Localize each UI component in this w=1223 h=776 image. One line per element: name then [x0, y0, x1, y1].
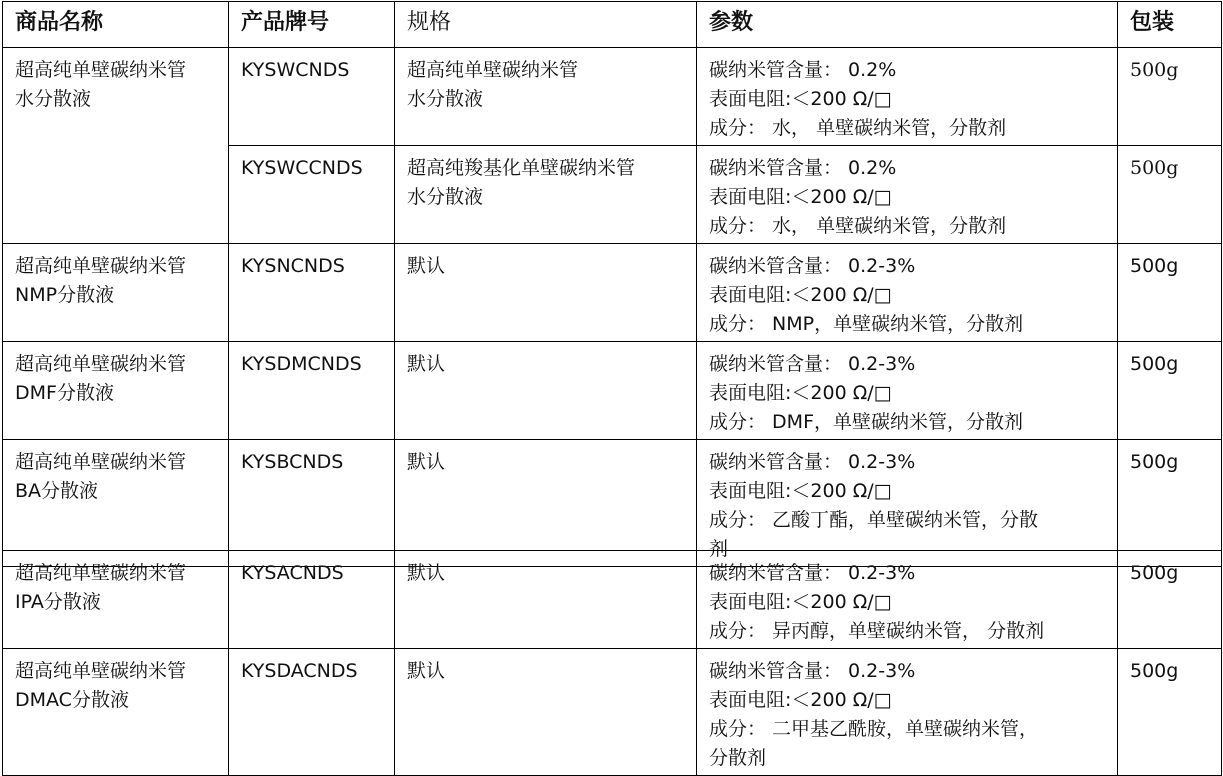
cell-params: [697, 342, 1118, 440]
param-line: 成分： 二甲基乙酰胺，单壁碳纳米管，: [709, 718, 1039, 740]
name-line: 超高纯单壁碳纳米管: [15, 660, 187, 682]
param-line: 表面电阻:＜200 Ω/□: [709, 382, 892, 404]
cell-spec: 默认: [395, 551, 697, 649]
param-line: 成分： NMP，单壁碳纳米管，分散剂: [709, 313, 1024, 335]
table-header-row: [3, 2, 1222, 48]
table-row: [3, 48, 1222, 146]
spec-line: 水分散液: [407, 88, 484, 110]
product-table-part-1: [2, 1, 1222, 567]
param-line: 碳纳米管含量： 0.2%: [709, 59, 897, 81]
spec-line: 超高纯羧基化单壁碳纳米管: [407, 157, 636, 179]
cell-product-code: KYSNCNDS: [229, 244, 395, 342]
name-line: 超高纯单壁碳纳米管: [15, 255, 187, 277]
cell-spec: [395, 48, 697, 146]
header-pack: 包装: [1118, 2, 1222, 48]
cell-pack: 500g: [1118, 342, 1222, 440]
param-line: 表面电阻:＜200 Ω/□: [709, 480, 892, 502]
name-line: 超高纯单壁碳纳米管: [15, 451, 187, 473]
spec-line: 超高纯单壁碳纳米管: [407, 59, 579, 81]
param-line: 碳纳米管含量： 0.2-3%: [709, 451, 916, 473]
cell-product-code: KYSBCNDS: [229, 440, 395, 567]
param-line: 成分： 异丙醇，单壁碳纳米管， 分散剂: [709, 620, 1045, 642]
cell-pack: 500g: [1118, 146, 1222, 244]
table-row: [3, 342, 1222, 440]
cell-spec: 默认: [395, 649, 697, 776]
cell-product-name: [3, 48, 229, 244]
cell-pack: 500g: [1118, 649, 1222, 776]
table-row: [3, 649, 1222, 776]
cell-product-name: [3, 440, 229, 567]
table-row: [3, 551, 1222, 649]
header-product-code: 产品牌号: [229, 2, 395, 48]
name-line: DMAC分散液: [15, 689, 129, 711]
param-line: 表面电阻:＜200 Ω/□: [709, 186, 892, 208]
param-line: 碳纳米管含量： 0.2-3%: [709, 255, 916, 277]
table-row: [3, 244, 1222, 342]
name-line: DMF分散液: [15, 382, 114, 404]
cell-spec: 默认: [395, 440, 697, 567]
cell-spec: 默认: [395, 342, 697, 440]
cell-product-name: [3, 342, 229, 440]
spec-line: 水分散液: [407, 186, 484, 208]
cell-product-name: [3, 649, 229, 776]
param-line: 成分： 乙酸丁酯，单壁碳纳米管，分散: [709, 509, 1039, 531]
cell-params: [697, 551, 1118, 649]
param-line: 表面电阻:＜200 Ω/□: [709, 591, 892, 613]
cell-product-code: KYSWCNDS: [229, 48, 395, 146]
name-line: 超高纯单壁碳纳米管: [15, 562, 187, 584]
header-spec: 规格: [395, 2, 697, 48]
param-line: 表面电阻:＜200 Ω/□: [709, 284, 892, 306]
header-params: 参数: [697, 2, 1118, 48]
cell-spec: 默认: [395, 244, 697, 342]
cell-product-name: [3, 551, 229, 649]
param-line: 表面电阻:＜200 Ω/□: [709, 88, 892, 110]
name-line: 超高纯单壁碳纳米管: [15, 353, 187, 375]
cell-pack: 500g: [1118, 244, 1222, 342]
param-line: 成分： DMF，单壁碳纳米管，分散剂: [709, 411, 1023, 433]
cell-product-code: KYSACNDS: [229, 551, 395, 649]
name-line: 超高纯单壁碳纳米管: [15, 59, 187, 81]
name-line: NMP分散液: [15, 284, 115, 306]
cell-product-code: KYSWCCNDS: [229, 146, 395, 244]
header-product-name: 商品名称: [3, 2, 229, 48]
param-line: 成分： 水， 单壁碳纳米管，分散剂: [709, 117, 1007, 139]
product-table-part-2: [2, 550, 1222, 776]
cell-params: [697, 244, 1118, 342]
cell-pack: 500g: [1118, 48, 1222, 146]
param-line: 碳纳米管含量： 0.2-3%: [709, 562, 916, 584]
param-line: 分散剂: [709, 747, 767, 769]
param-line: 表面电阻:＜200 Ω/□: [709, 689, 892, 711]
name-line: 水分散液: [15, 88, 92, 110]
param-line: 碳纳米管含量： 0.2-3%: [709, 660, 916, 682]
cell-pack: 500g: [1118, 551, 1222, 649]
table-row: [3, 440, 1222, 567]
cell-pack: 500g: [1118, 440, 1222, 567]
param-line: 碳纳米管含量： 0.2-3%: [709, 353, 916, 375]
cell-product-code: KYSDMCNDS: [229, 342, 395, 440]
cell-params: [697, 649, 1118, 776]
param-line: 成分： 水， 单壁碳纳米管，分散剂: [709, 215, 1007, 237]
cell-product-code: KYSDACNDS: [229, 649, 395, 776]
cell-params: [697, 48, 1118, 146]
name-line: BA分散液: [15, 480, 99, 502]
param-line: 剂: [709, 538, 729, 560]
name-line: IPA分散液: [15, 591, 101, 613]
cell-spec: [395, 146, 697, 244]
cell-product-name: [3, 244, 229, 342]
param-line: 碳纳米管含量： 0.2%: [709, 157, 897, 179]
cell-params: [697, 440, 1118, 567]
cell-params: [697, 146, 1118, 244]
